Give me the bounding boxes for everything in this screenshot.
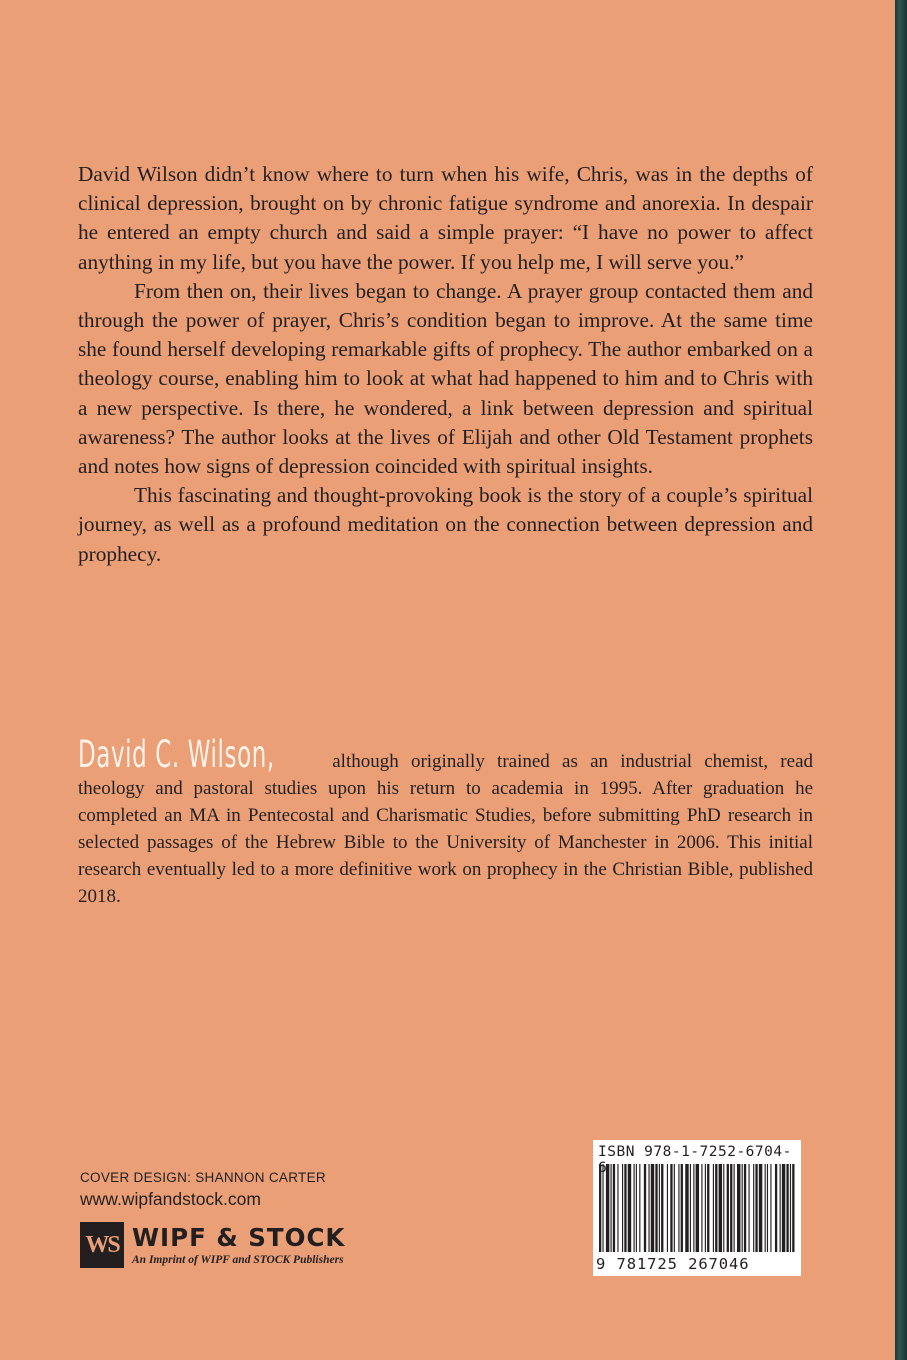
barcode-bar xyxy=(624,1164,626,1252)
author-name: David C. Wilson, xyxy=(78,733,275,776)
barcode-bar xyxy=(701,1164,702,1252)
barcode-bar xyxy=(599,1164,601,1252)
barcode-bar xyxy=(655,1164,657,1252)
publisher-website: www.wipfandstock.com xyxy=(80,1189,261,1209)
barcode-bar xyxy=(737,1164,740,1252)
barcode-bar xyxy=(690,1164,691,1252)
publisher-name: WIPF & STOCK xyxy=(132,1222,346,1252)
credits xyxy=(80,1170,326,1210)
barcode-bar xyxy=(611,1164,612,1252)
barcode-bar xyxy=(707,1164,709,1252)
barcode-bar xyxy=(606,1164,609,1252)
blurb-paragraph-2: From then on, their lives began to change. A prayer group contacted them and through the power of prayer, Chris’s condition began to improve. At the same time she found herself developing remarkable gifts of prophecy. The author embarked on a theology course, enabling him to look at what had happened to him and to Chris with a new perspective. Is there, he wondered, a link between depression and spiritual awareness? The author looks at the lives of Elijah and other Old Testament prophets and notes how signs of depression coincided with spiritual insights. xyxy=(78,278,813,479)
barcode-bar xyxy=(693,1164,694,1252)
barcode-bar xyxy=(622,1164,623,1252)
barcode-bar xyxy=(744,1164,746,1252)
barcode-bar xyxy=(759,1164,762,1252)
barcode-bars xyxy=(599,1164,795,1254)
barcode-bar xyxy=(661,1164,663,1252)
barcode-bar xyxy=(782,1164,785,1252)
barcode-bar xyxy=(790,1164,791,1252)
barcode-bar xyxy=(792,1164,794,1252)
barcode-bar xyxy=(670,1164,672,1252)
barcode-bar xyxy=(644,1164,646,1252)
barcode-bar xyxy=(617,1164,618,1252)
barcode-bar xyxy=(730,1164,732,1252)
barcode-bar xyxy=(613,1164,615,1252)
publisher-imprint xyxy=(80,1222,345,1268)
barcode-bar xyxy=(659,1164,660,1252)
barcode-bar xyxy=(713,1164,714,1252)
barcode-bar xyxy=(639,1164,640,1252)
publisher-logo: WS xyxy=(80,1222,124,1268)
barcode-bar xyxy=(719,1164,722,1252)
publisher-tagline: An Imprint of WIPF and STOCK Publishers xyxy=(132,1253,344,1266)
barcode-bar xyxy=(742,1164,743,1252)
barcode-bar xyxy=(734,1164,735,1252)
barcode-bar xyxy=(786,1164,788,1252)
barcode-bar xyxy=(674,1164,675,1252)
barcode-bar xyxy=(636,1164,637,1252)
barcode-bar xyxy=(696,1164,699,1252)
author-bio xyxy=(78,735,813,910)
spine-edge xyxy=(895,0,907,1360)
barcode-bar xyxy=(749,1164,750,1252)
isbn-barcode xyxy=(593,1140,801,1276)
barcode-bar xyxy=(667,1164,668,1252)
barcode-bar xyxy=(755,1164,757,1252)
book-blurb xyxy=(78,160,813,569)
barcode-bar xyxy=(765,1164,766,1252)
barcode-digits: 9 781725 267046 xyxy=(596,1255,750,1273)
cover-design-credit: COVER DESIGN: SHANNON CARTER xyxy=(80,1170,326,1185)
barcode-bar xyxy=(634,1164,635,1252)
barcode-bar xyxy=(767,1164,768,1252)
isbn-number: ISBN 978-1-7252-6704-6 xyxy=(598,1144,792,1176)
barcode-bar xyxy=(723,1164,724,1252)
blurb-paragraph-3: This fascinating and thought-provoking book is the story of a couple’s spiritual journey, as well as a profound meditation on the connection between depression and prophecy. xyxy=(78,483,813,566)
barcode-bar xyxy=(628,1164,631,1252)
barcode-bar xyxy=(602,1164,603,1252)
barcode-bar xyxy=(705,1164,706,1252)
barcode-bar xyxy=(685,1164,688,1252)
barcode-bar xyxy=(651,1164,654,1252)
barcode-bar xyxy=(753,1164,754,1252)
barcode-bar xyxy=(681,1164,683,1252)
barcode-bar xyxy=(715,1164,717,1252)
barcode-bar xyxy=(775,1164,777,1252)
barcode-bar xyxy=(727,1164,729,1252)
barcode-bar xyxy=(678,1164,679,1252)
barcode-bar xyxy=(770,1164,771,1252)
barcode-bar xyxy=(780,1164,781,1252)
author-bio-text: although originally trained as an industrial chemist, read theology and pastoral studies upon his return to academia in 1995. After graduation he completed an MA in Pentecostal and Charismatic Studies, before submitting PhD research in selected passages of the Hebrew Bible to the University of Manchester in 2006. This initial research eventually led to a more definitive work on prophecy in the Christian Bible, published 2018. xyxy=(78,751,813,907)
blurb-paragraph-1: David Wilson didn’t know where to turn when his wife, Chris, was in the depths of clinical depression, brought on by chronic fatigue syndrome and anorexia. In despair he entered an empty church and said a simple prayer: “I have no power to affect anything in my life, but you have the power. If you help me, I will serve you.” xyxy=(78,162,813,274)
barcode-bar xyxy=(648,1164,649,1252)
